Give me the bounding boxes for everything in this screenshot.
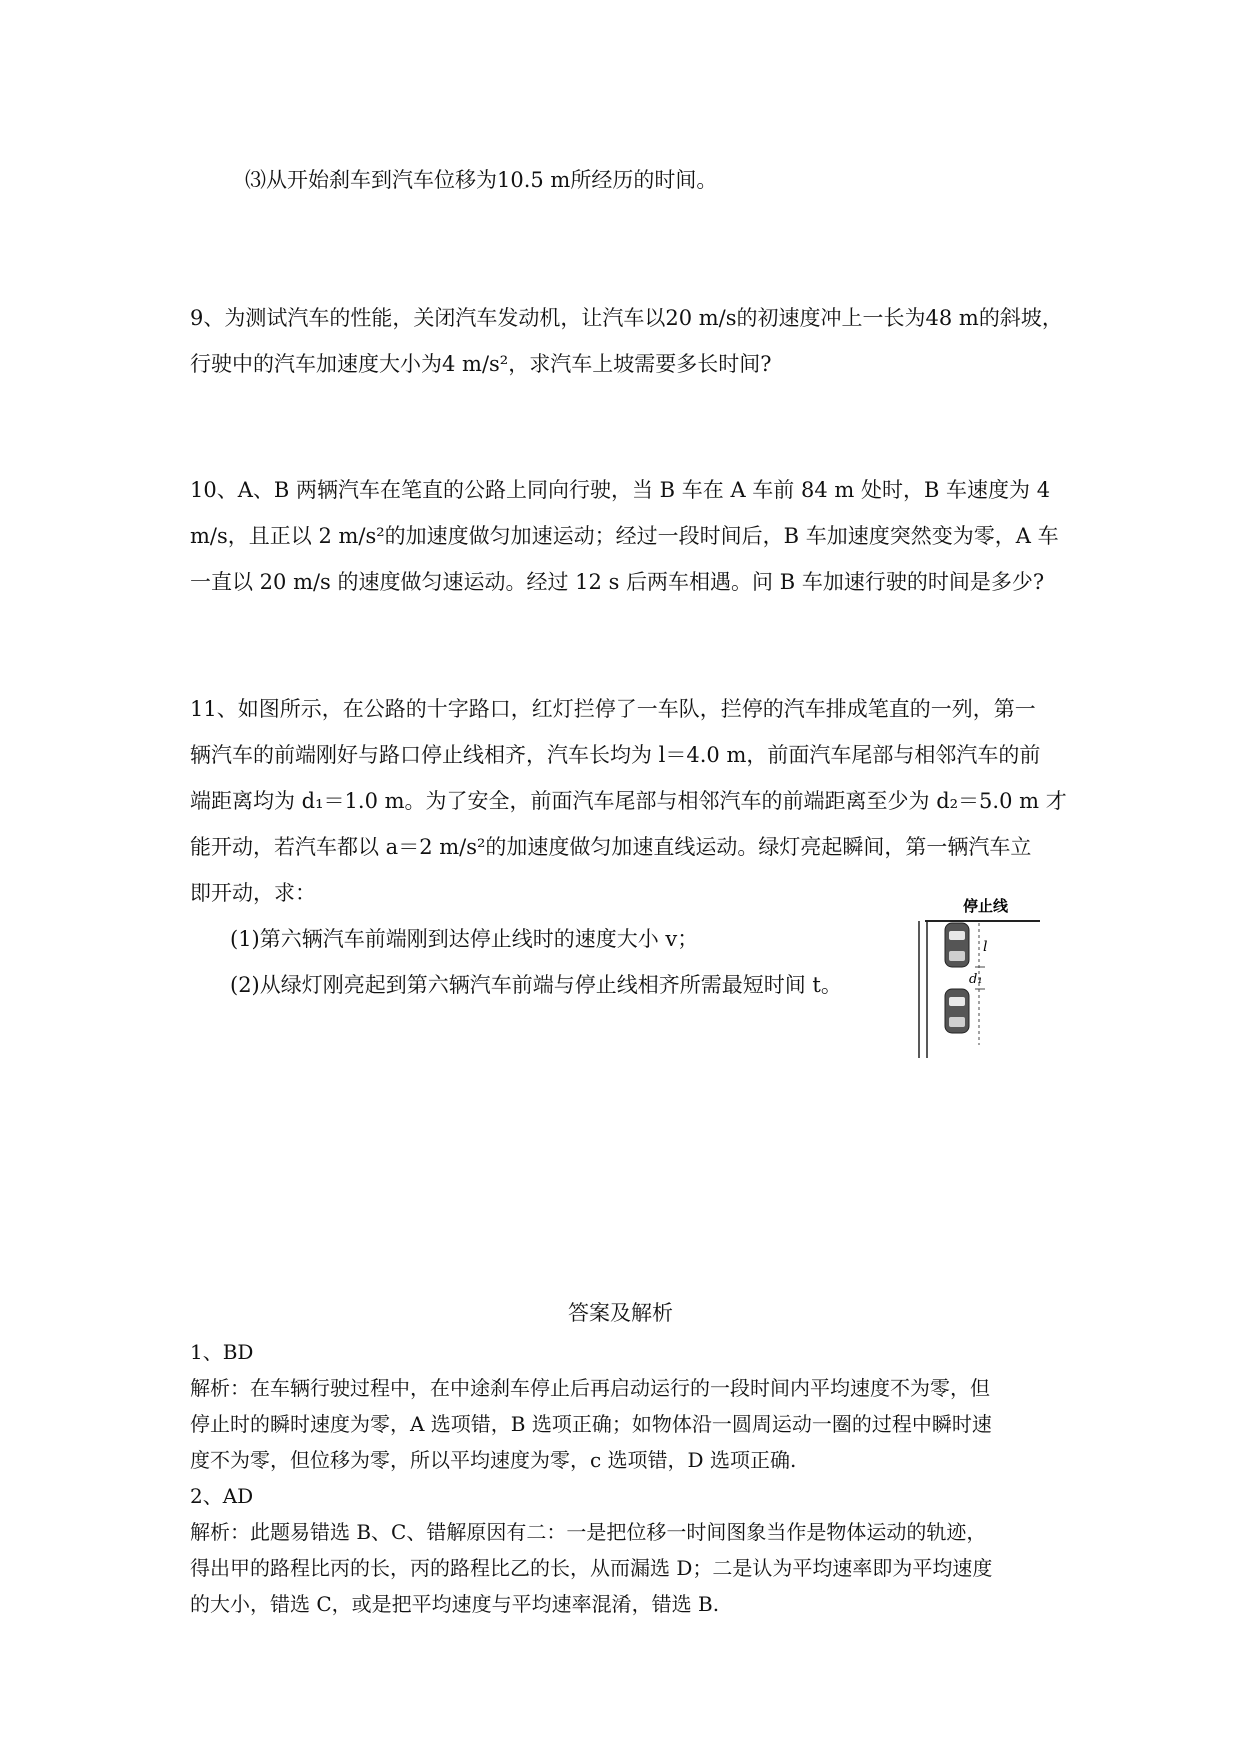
text-line: 11、如图所示，在公路的十字路口，红灯拦停了一车队，拦停的汽车排成笔直的一列，第一 — [190, 697, 1036, 721]
answer-line: 2、AD — [190, 1484, 254, 1508]
answer-line: 度不为零，但位移为零，所以平均速度为零，c 选项错，D 选项正确. — [190, 1448, 797, 1472]
answer-line: 1、BD — [190, 1340, 254, 1364]
answer-line: 的大小，错选 C，或是把平均速度与平均速率混淆，错选 B. — [190, 1592, 720, 1616]
car-2 — [945, 989, 969, 1033]
text-line: (2)从绿灯刚亮起到第六辆汽车前端与停止线相齐所需最短时间 t。 — [230, 973, 842, 997]
text-line: m/s，且正以 2 m/s²的加速度做匀加速运动；经过一段时间后，B 车加速度突然变为零，A 车 — [190, 524, 1059, 548]
text-line: 端距离均为 d₁＝1.0 m。为了安全，前面汽车尾部与相邻汽车的前端距离至少为 d₂＝5.0 m 才 — [190, 789, 1067, 813]
text-line: 即开动，求： — [190, 881, 316, 905]
text-line: (1)第六辆汽车前端刚到达停止线时的速度大小 v； — [230, 927, 699, 951]
text-line: 辆汽车的前端刚好与路口停止线相齐，汽车长均为 l＝4.0 m，前面汽车尾部与相邻汽车的前 — [190, 743, 1041, 767]
text-line: 10、A、B 两辆汽车在笔直的公路上同向行驶，当 B 车在 A 车前 84 m 处时，B 车速度为 4 — [190, 478, 1051, 502]
answer-line: 解析：此题易错选 B、C、错解原因有二：一是把位移一时间图象当作是物体运动的轨迹， — [190, 1520, 987, 1544]
car-1 — [945, 923, 969, 967]
answer-line: 停止时的瞬时速度为零，A 选项错，B 选项正确；如物体沿一圆周运动一圈的过程中瞬时速 — [190, 1412, 992, 1436]
text-line: ⑶从开始刹车到汽车位移为10.5 m所经历的时间。 — [245, 168, 718, 192]
gap-label: d₁ — [969, 972, 983, 987]
stop-line-figure — [915, 895, 1045, 1060]
answer-line: 解析：在车辆行驶过程中，在中途刹车停止后再启动运行的一段时间内平均速度不为零，但 — [190, 1376, 990, 1400]
answer-line: 得出甲的路程比丙的长，丙的路程比乙的长，从而漏选 D；二是认为平均速率即为平均速度 — [190, 1556, 993, 1580]
text-line: 9、为测试汽车的性能，关闭汽车发动机，让汽车以20 m/s的初速度冲上一长为48 m的斜坡， — [190, 306, 1063, 330]
answers-title: 答案及解析 — [568, 1301, 673, 1325]
text-line: 行驶中的汽车加速度大小为4 m/s²，求汽车上坡需要多长时间? — [190, 352, 772, 376]
length-label: l — [983, 939, 988, 955]
stop-line-label: 停止线 — [963, 897, 1009, 915]
text-line: 能开动，若汽车都以 a＝2 m/s²的加速度做匀加速直线运动。绿灯亮起瞬间，第一辆汽车立 — [190, 835, 1032, 859]
text-line: 一直以 20 m/s 的速度做匀速运动。经过 12 s 后两车相遇。问 B 车加速行驶的时间是多少? — [190, 570, 1045, 594]
